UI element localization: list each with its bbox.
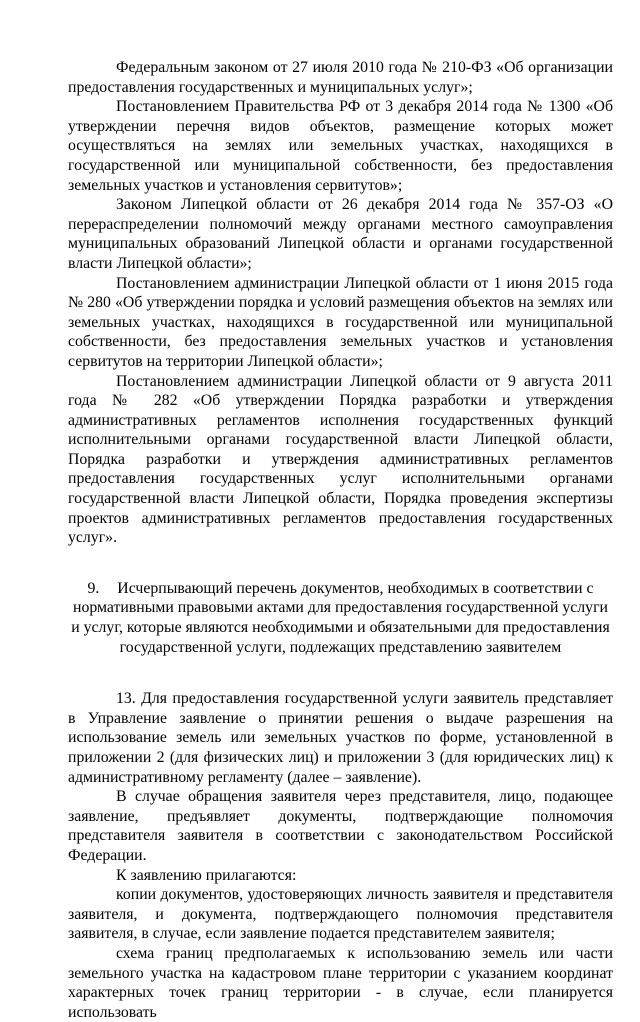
body-paragraph: В случае обращения заявителя через представителя, лицо, подающее заявление, предъявляет документы, подтверждающие полномочия представителя заявителя в соответствии с законодательством Российской Федерации. — [68, 788, 613, 864]
law-paragraph: Федеральным законом от 27 июля 2010 года № 210-ФЗ «Об организации предоставления государственных и муниципальных услуг»; — [68, 59, 613, 96]
law-paragraph: Постановлением администрации Липецкой области от 1 июня 2015 года № 280 «Об утверждении порядка и условий размещения объектов на землях или земельных участках, находящихся в государственной или муниципальной собственности, без предоставления земельных участков и установления сервитутов на территории Липецкой области»; — [68, 274, 613, 370]
law-paragraph: Постановлением Правительства РФ от 3 декабря 2014 года № 1300 «Об утверждении перечня видов объектов, размещение которых может осуществляться на землях или земельных участках, находящихся в государственной или муниципальной собственности, без предоставления земельных участков и установления сервитутов»; — [68, 98, 613, 194]
section-number: 9. — [87, 579, 100, 597]
body-paragraph: схема границ предполагаемых к использованию земель или части земельного участка на кадастровом плане территории с указанием координат характерных точек границ территории - в случае, если планируется использовать — [68, 944, 613, 1021]
law-paragraph: Законом Липецкой области от 26 декабря 2014 года № 357-ОЗ «О перераспределении полномочий между органами местного самоуправления муниципальных образований Липецкой области и органами государственной власти Липецкой области»; — [68, 196, 613, 272]
legal-basis-list — [68, 58, 613, 548]
section-heading — [68, 579, 613, 657]
body-paragraph: 13. Для предоставления государственной услуги заявитель представляет в Управление заявление о принятии решения о выдаче разрешения на использование земель или земельных участков по форме, установленной в приложении 2 (для физических лиц) и приложении 3 (для юридических лиц) к административному регламенту (далее – заявление). — [68, 690, 613, 786]
documents-list — [68, 689, 613, 1022]
section-title: Исчерпывающий перечень документов, необходимых в соответствии с нормативными правовыми актами для предоставления государственной услуги и услуг, которые являются необходимыми и обязательными для предоставления государственной услуги, подлежащих представлению заявителем — [71, 579, 610, 656]
body-paragraph: копии документов, удостоверяющих личность заявителя и представителя заявителя, и документа, подтверждающего полномочия представителя заявителя, в случае, если заявление подается представителем заявителя; — [68, 886, 613, 943]
body-paragraph: К заявлению прилагаются: — [116, 866, 297, 884]
law-paragraph: Постановлением администрации Липецкой области от 9 августа 2011 года № 282 «Об утверждении Порядка разработки и утверждения административных регламентов исполнения государственных функций исполнительными органами государственной власти Липецкой области, Порядка разработки и утверждения административных регламентов предоставления государственных услуг исполнительными органами государственной власти Липецкой области, Порядка проведения экспертизы проектов административных регламентов предоставления государственных услуг». — [68, 372, 613, 547]
